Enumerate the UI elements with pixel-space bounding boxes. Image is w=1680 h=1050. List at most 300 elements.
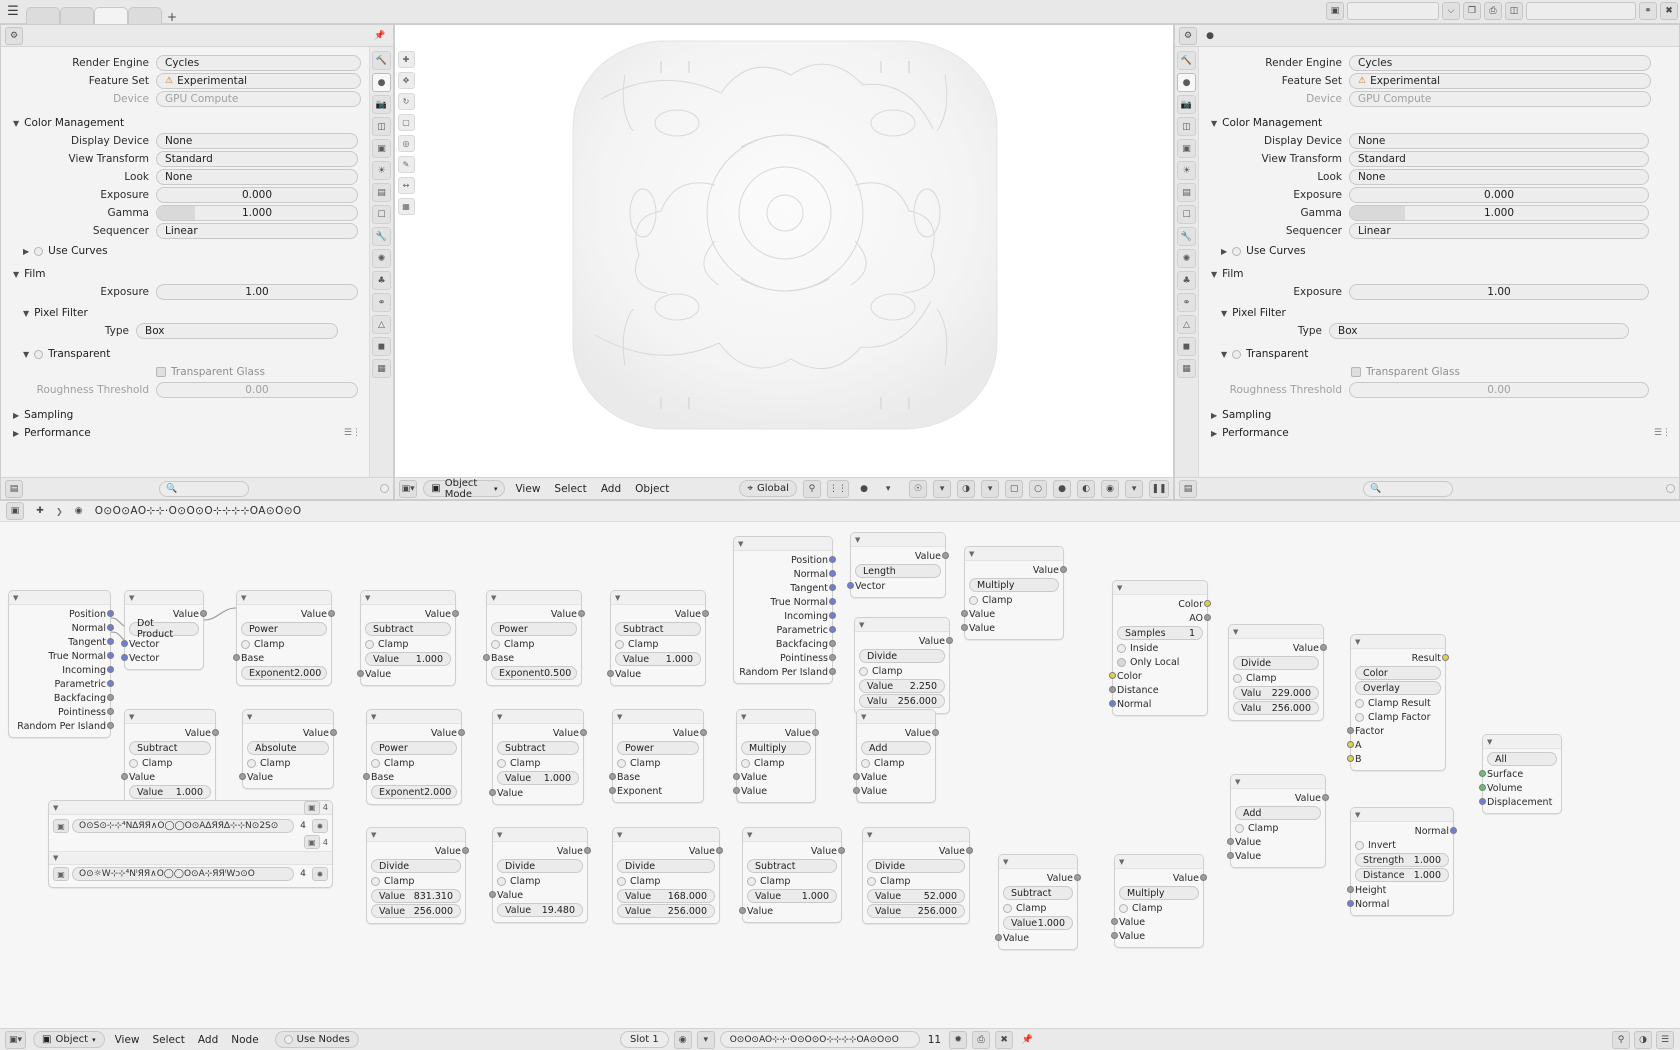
output-value[interactable]: Value [1235,791,1321,805]
add-workspace-button[interactable]: + [166,9,178,24]
operation-dropdown[interactable]: Divide [867,859,965,873]
input-value-2[interactable]: Value [365,667,451,681]
roughness-threshold-field[interactable]: 0.00 [156,382,358,398]
browse-image-icon[interactable]: ▣ [304,835,320,849]
output-position[interactable]: Position [738,553,828,567]
node-geometry-mid[interactable] [733,536,833,684]
input-base[interactable]: Base [241,651,327,665]
clamp-checkbox[interactable]: Clamp [1003,901,1073,915]
link-icon[interactable]: ⚭ [1639,2,1657,20]
rotate-icon[interactable]: ↻ [398,93,415,110]
clamp-checkbox[interactable]: Clamp [617,756,699,770]
node-dot-product[interactable] [124,590,204,670]
input-exponent[interactable]: Exponent 0.500 [491,666,577,680]
input-value-1[interactable]: Value [1119,915,1199,929]
image-icon[interactable]: ▣ [53,867,69,881]
collapse-icon[interactable]: ▼ [371,830,377,839]
collapse-icon[interactable]: ▼ [13,593,19,602]
pin-icon[interactable]: 📌 [374,30,386,41]
node-geometry-left[interactable] [8,590,111,738]
input-value-1[interactable]: Value 1.000 [365,652,451,666]
collapse-icon[interactable]: ▼ [247,712,253,721]
clamp-checkbox[interactable]: Clamp [1119,901,1199,915]
output-pointiness[interactable]: Pointiness [13,705,106,719]
menu-object[interactable]: Object [635,482,670,495]
workspace-tab-4[interactable] [128,7,162,24]
falloff-icon[interactable]: ▾ [885,483,891,494]
device-dropdown[interactable]: GPU Compute [156,91,361,107]
clamp-checkbox[interactable]: Clamp [969,593,1059,607]
editor-type-icon[interactable]: ▣ [6,502,24,520]
render-engine-dropdown[interactable]: Cycles [1349,55,1651,71]
output-value[interactable]: Value [747,844,837,858]
output-value[interactable]: Value [861,726,931,740]
pin-icon[interactable]: 📌 [1021,1034,1033,1045]
tab-physics[interactable]: ♣ [1177,271,1196,290]
list-icon[interactable]: ☰⋮ [1653,428,1671,438]
unlink-icon[interactable]: ✖ [1660,2,1678,20]
node-header[interactable] [1115,855,1203,869]
workspace-tab-3[interactable] [94,7,128,24]
tab-scene[interactable]: ▣ [372,139,391,158]
input-value-1[interactable]: Value 168.000 [617,889,715,903]
node-multiply-3[interactable] [1114,854,1204,948]
clamp-checkbox[interactable]: Clamp [371,756,457,770]
input-exponent[interactable]: Exponent 2.000 [371,785,457,799]
node-vector-length[interactable] [850,532,946,598]
clamp-checkbox[interactable]: Clamp [365,637,451,651]
clamp-checkbox[interactable]: Clamp [859,664,945,678]
collapse-icon[interactable]: ▼ [1355,810,1361,819]
collapse-icon[interactable]: ▼ [371,712,377,721]
clamp-checkbox[interactable]: Clamp [129,756,211,770]
tab-render[interactable]: ● [1177,73,1196,92]
shield-icon[interactable]: ✹ [312,867,328,881]
view-layer-icon[interactable]: ◫ [1505,2,1523,20]
node-header[interactable] [857,710,935,724]
material-name-field[interactable]: O⊙O⊙AO⊹⊹·O⊙O⊙O⊹⊹⊹⊹OA⊙O⊙O [720,1031,920,1048]
operation-dropdown[interactable]: Multiply [969,578,1059,592]
panel-film[interactable]: ▼ Film [13,268,46,280]
collapse-icon[interactable]: ▼ [741,712,747,721]
exposure-slider[interactable]: 0.000 [1349,187,1649,203]
output-value[interactable]: Value [741,726,811,740]
node-divide-831[interactable] [366,827,466,924]
tab-object[interactable]: ☐ [1177,205,1196,224]
panel-performance[interactable]: ▶ Performance ☰⋮ [13,427,361,439]
panel-use-curves[interactable]: ▶ Use Curves [1221,245,1306,257]
output-value[interactable]: Value [129,607,199,621]
clamp-checkbox[interactable]: Clamp [615,637,701,651]
node-subtract-4[interactable] [492,709,584,805]
collapse-icon[interactable]: ▼ [1233,627,1239,636]
panel-use-curves[interactable]: ▶ Use Curves [23,245,108,257]
copy-icon[interactable]: ⎙ [972,1031,990,1049]
output-value[interactable]: Value [129,726,211,740]
tab-particles[interactable]: ✺ [372,249,391,268]
look-dropdown[interactable]: None [1349,169,1649,185]
operation-dropdown[interactable]: Multiply [1119,886,1199,900]
scene-icon[interactable]: ▣ [1326,2,1344,20]
use-curves-checkbox[interactable] [1232,247,1241,256]
look-dropdown[interactable]: None [156,169,358,185]
output-tangent[interactable]: Tangent [738,581,828,595]
tab-view-layer[interactable]: ◫ [1177,117,1196,136]
close-icon[interactable]: ✖ [995,1031,1013,1049]
output-backfacing[interactable]: Backfacing [738,637,828,651]
clamp-factor-checkbox[interactable]: Clamp Factor [1355,710,1441,724]
input-base[interactable]: Base [371,770,457,784]
filter-type-dropdown[interactable]: Box [1329,323,1629,339]
operation-dropdown[interactable]: Subtract [129,741,211,755]
clamp-checkbox[interactable]: Clamp [241,637,327,651]
clamp-checkbox[interactable]: Clamp [747,874,837,888]
output-value[interactable]: Value [617,726,699,740]
node-multiply-2[interactable] [736,709,816,803]
editor-type-icon[interactable]: ▣▾ [5,1031,26,1049]
operation-dropdown[interactable]: Subtract [615,622,701,636]
collapse-icon[interactable]: ▼ [867,830,873,839]
clamp-checkbox[interactable]: Clamp [617,874,715,888]
collapse-icon[interactable]: ▼ [497,830,503,839]
display-device-dropdown[interactable]: None [1349,133,1649,149]
xray-icon[interactable]: ▢ [1005,480,1023,498]
collapse-icon[interactable]: ▼ [615,593,621,602]
roughness-threshold-field[interactable]: 0.00 [1349,382,1649,398]
clamp-checkbox[interactable]: Clamp [247,756,329,770]
input-value-2[interactable]: Valu 256.000 [1233,701,1319,715]
operation-dropdown[interactable]: Divide [497,859,583,873]
operation-dropdown[interactable]: Add [861,741,931,755]
input-value-2[interactable]: Value 19.480 [497,903,583,917]
node-bump[interactable] [1350,807,1454,916]
input-value-2[interactable]: Value [741,784,811,798]
output-parametric[interactable]: Parametric [13,677,106,691]
node-header[interactable] [367,828,465,842]
operation-dropdown[interactable]: Divide [859,649,945,663]
input-exponent[interactable]: Exponent [617,784,699,798]
operation-dropdown[interactable]: Subtract [747,859,837,873]
input-value-2[interactable]: Value [747,904,837,918]
output-value[interactable]: Value [867,844,965,858]
filter-toggle[interactable] [380,484,389,493]
output-parametric[interactable]: Parametric [738,623,828,637]
tab-modifier[interactable]: 🔧 [1177,227,1196,246]
node-header[interactable] [965,547,1063,561]
input-value-2[interactable]: Valu 256.000 [859,694,945,708]
input-normal[interactable]: Normal [1355,897,1449,911]
node-add-1[interactable] [856,709,936,803]
tab-view-layer[interactable]: ◫ [372,117,391,136]
output-value[interactable]: Value [371,726,457,740]
node-divide-229[interactable] [1228,624,1324,721]
measure-icon[interactable]: ↔ [398,177,415,194]
node-header[interactable] [1351,808,1453,822]
node-header[interactable] [613,710,703,724]
input-base[interactable]: Base [617,770,699,784]
input-value-2[interactable]: Value [1235,849,1321,863]
node-header[interactable] [1231,775,1325,789]
blend-mode-dropdown[interactable]: Overlay [1355,681,1441,695]
node-absolute[interactable] [242,709,334,789]
collapse-icon[interactable]: ▼ [1119,857,1125,866]
tab-data[interactable]: △ [372,315,391,334]
output-value[interactable]: Value [969,563,1059,577]
node-subtract-3[interactable] [124,709,216,805]
operation-dropdown[interactable]: Power [617,741,699,755]
wireframe-shading-icon[interactable]: ○ [1029,480,1047,498]
panel-transparent[interactable]: ▼ Transparent [23,348,111,360]
input-value-2[interactable]: Value [497,786,579,800]
node-divide-1948[interactable] [492,827,588,923]
tab-render[interactable]: ● [372,73,391,92]
samples-field[interactable]: Samples 1 [1117,626,1203,640]
input-base[interactable]: Base [491,651,577,665]
main-menu-icon[interactable]: ☰ [7,4,19,19]
clamp-checkbox[interactable]: Clamp [741,756,811,770]
operation-dropdown[interactable]: Power [491,622,577,636]
input-factor[interactable]: Factor [1355,724,1441,738]
collapse-icon[interactable]: ▼ [1235,777,1241,786]
node-header[interactable] [1229,625,1323,639]
inside-checkbox[interactable]: Inside [1117,641,1203,655]
output-true-normal[interactable]: True Normal [13,649,106,663]
menu-select[interactable]: Select [554,482,587,495]
node-header[interactable] [613,828,719,842]
output-value[interactable]: Value [855,549,941,563]
transform-orientation-dropdown[interactable]: ⌖ Global [739,480,797,497]
operation-dropdown[interactable]: Length [855,564,941,578]
gamma-slider[interactable]: 1.000 [156,205,358,221]
clamp-result-checkbox[interactable]: Clamp Result [1355,696,1441,710]
scale-icon[interactable]: ▢ [398,114,415,131]
render-icon[interactable]: ● [1206,30,1214,41]
node-header[interactable] [243,710,333,724]
panel-performance[interactable]: ▶ Performance ☰⋮ [1211,427,1671,439]
operation-dropdown[interactable]: Subtract [497,741,579,755]
clamp-checkbox[interactable]: Clamp [371,874,461,888]
gizmo-options-icon[interactable]: ▾ [933,480,951,498]
3d-viewport[interactable] [394,24,1174,500]
node-header[interactable] [863,828,969,842]
add-node-icon[interactable]: ✚ [36,506,44,516]
image-icon[interactable]: ▣ [53,819,69,833]
panel-film[interactable]: ▼ Film [1211,268,1244,280]
show-overlays-icon[interactable]: ◑ [957,480,975,498]
material-preview-icon[interactable]: ◐ [1077,480,1095,498]
feature-set-dropdown[interactable]: ⚠ Experimental [1349,73,1651,89]
material-icon[interactable]: ◉ [674,1031,692,1049]
mode-dropdown[interactable]: ▣ Object Mode ▾ [423,480,505,497]
film-exposure-field[interactable]: 1.00 [156,284,358,300]
operation-dropdown[interactable]: Add [1235,806,1321,820]
render-engine-dropdown[interactable]: Cycles [156,55,361,71]
operation-dropdown[interactable]: Divide [371,859,461,873]
node-power-2[interactable] [486,590,582,686]
transparent-glass-checkbox[interactable] [1351,367,1361,377]
tab-data[interactable]: △ [1177,315,1196,334]
tab-scene[interactable]: ▣ [1177,139,1196,158]
node-header[interactable] [487,591,581,605]
input-height[interactable]: Height [1355,883,1449,897]
tab-world[interactable]: ☀ [372,161,391,180]
input-value-2[interactable]: Value [969,621,1059,635]
node-header[interactable] [734,537,832,551]
node-add-2[interactable] [1230,774,1326,868]
input-value-2[interactable]: Value [861,784,931,798]
collapse-icon[interactable]: ▼ [241,593,247,602]
tab-world[interactable]: ☀ [1177,161,1196,180]
node-header[interactable] [1113,581,1207,595]
input-value-1[interactable]: Valu 229.000 [1233,686,1319,700]
node-power-3[interactable] [366,709,462,805]
gamma-slider[interactable]: 1.000 [1349,205,1649,221]
collapse-icon[interactable]: ▼ [855,535,861,544]
collapse-icon[interactable]: ▼ [859,620,865,629]
tab-constraints[interactable]: ⚭ [1177,293,1196,312]
node-subtract-6[interactable] [998,854,1078,950]
output-value[interactable]: Value [241,607,327,621]
node-subtract-5[interactable] [742,827,842,923]
tab-collection[interactable]: ▤ [372,183,391,202]
move-icon[interactable]: ✥ [398,72,415,89]
filter-toggle[interactable] [1666,484,1675,493]
node-header[interactable] [9,591,110,605]
input-value-1[interactable]: Value [861,770,931,784]
editor-type-icon-footer[interactable]: ▤ [1179,480,1197,498]
panel-sampling[interactable]: ▶ Sampling [13,409,74,421]
proportional-edit-icon[interactable]: ● [860,483,869,494]
collapse-icon[interactable]: ▼ [747,830,753,839]
output-position[interactable]: Position [13,607,106,621]
node-header[interactable] [1351,635,1445,649]
node-subtract-1[interactable] [360,590,456,686]
node-canvas[interactable] [0,522,1680,1028]
output-value[interactable]: Value [497,844,583,858]
input-value-2[interactable]: Value [1003,931,1073,945]
operation-dropdown[interactable]: Absolute [247,741,329,755]
input-value-1[interactable]: Value [1235,835,1321,849]
editor-type-icon-footer[interactable]: ▤ [5,480,23,498]
input-value-1[interactable]: Value [129,770,211,784]
output-value[interactable]: Value [1003,871,1073,885]
node-subtract-2[interactable] [610,590,706,686]
node-header[interactable] [361,591,455,605]
panel-color-management[interactable]: ▼ Color Management [13,117,125,129]
image-name-1[interactable]: O⊙S⊙⊹⊹⁴N∆ЯЯ∧O◯◯O⊙A∆ЯЯ∆⊹⊹N⊙2S⊙ [72,819,294,833]
output-normal[interactable]: Normal [13,621,106,635]
menu-select[interactable]: Select [152,1033,185,1046]
output-backfacing[interactable]: Backfacing [13,691,106,705]
input-vector-2[interactable]: Vector [129,651,199,665]
collapse-icon[interactable]: ▼ [1117,583,1123,592]
transparent-checkbox[interactable] [1232,350,1241,359]
input-value-1[interactable]: Value [741,770,811,784]
input-displacement[interactable]: Displacement [1487,795,1557,809]
input-value-2[interactable]: Value 1.000 [129,785,211,799]
input-value-1[interactable]: Value 52.000 [867,889,965,903]
output-normal[interactable]: Normal [1355,824,1449,838]
material-users-count[interactable]: 11 [927,1033,942,1046]
output-value[interactable]: Value [371,844,461,858]
collapse-icon[interactable]: ▼ [969,549,975,558]
panel-pixel-filter[interactable]: ▼ Pixel Filter [1221,307,1286,319]
cursor-icon[interactable]: ✚ [398,51,415,68]
shield-icon[interactable]: ✹ [312,819,328,833]
operation-dropdown[interactable]: Power [241,622,327,636]
collapse-icon[interactable]: ▼ [497,712,503,721]
filter-type-dropdown[interactable]: Box [136,323,338,339]
transform-icon[interactable]: ◎ [398,135,415,152]
node-material-output[interactable] [1482,734,1562,814]
node-multiply-top[interactable] [964,546,1064,640]
browse-icon[interactable]: ⌵ [1442,2,1460,20]
exposure-slider[interactable]: 0.000 [156,187,358,203]
output-value[interactable]: Value [1233,641,1319,655]
input-distance[interactable]: Distance [1117,683,1203,697]
input-value-2[interactable]: Value 256.000 [371,904,461,918]
tab-physics[interactable]: ♣ [372,271,391,290]
input-a[interactable]: A [1355,738,1441,752]
operation-dropdown[interactable]: Power [371,741,457,755]
input-value-1[interactable]: Value 831.310 [371,889,461,903]
use-curves-checkbox[interactable] [34,247,43,256]
use-nodes-toggle[interactable]: Use Nodes [275,1031,359,1048]
list-icon[interactable]: ☰⋮ [343,428,361,438]
tab-tool[interactable]: 🔨 [1177,51,1196,70]
node-subheader[interactable] [49,851,332,865]
collapse-icon[interactable]: ▼ [617,712,623,721]
collapse-icon[interactable]: ▼ [53,854,59,862]
node-power-4[interactable] [612,709,704,803]
output-random-per-island[interactable]: Random Per Island [13,719,106,733]
node-header[interactable] [493,828,587,842]
output-result[interactable]: Result [1355,651,1441,665]
node-header[interactable] [237,591,331,605]
collapse-icon[interactable]: ▼ [129,593,135,602]
tab-tool[interactable]: 🔨 [372,51,391,70]
device-dropdown[interactable]: GPU Compute [1349,91,1651,107]
collapse-icon[interactable]: ▼ [491,593,497,602]
node-ambient-occlusion[interactable] [1112,580,1208,716]
clamp-checkbox[interactable]: Clamp [1233,671,1319,685]
output-incoming[interactable]: Incoming [13,663,106,677]
output-normal[interactable]: Normal [738,567,828,581]
tab-constraints[interactable]: ⚭ [372,293,391,312]
input-value[interactable]: Value [247,770,329,784]
magnet-icon[interactable]: ⚲ [803,480,821,498]
collapse-icon[interactable]: ▼ [1003,857,1009,866]
workspace-tab-2[interactable] [60,7,94,24]
view-layer-field[interactable] [1526,2,1636,20]
input-exponent[interactable]: Exponent 2.000 [241,666,327,680]
input-surface[interactable]: Surface [1487,767,1557,781]
strength-field[interactable]: Strength 1.000 [1355,853,1449,867]
input-vector-1[interactable]: Vector [129,637,199,651]
snap-target-icon[interactable]: ⋮⋮ [827,480,849,498]
film-exposure-field[interactable]: 1.00 [1349,284,1649,300]
shading-options-icon[interactable]: ▾ [1125,480,1143,498]
add-cube-icon[interactable]: ▦ [398,198,415,215]
clamp-checkbox[interactable]: Clamp [497,874,583,888]
node-header[interactable] [367,710,461,724]
node-power-1[interactable] [236,590,332,686]
overlay-options-icon[interactable]: ▾ [981,480,999,498]
node-divide-52[interactable] [862,827,970,924]
panel-pixel-filter[interactable]: ▼ Pixel Filter [23,307,88,319]
node-header[interactable] [855,618,949,632]
tab-particles[interactable]: ✺ [1177,249,1196,268]
